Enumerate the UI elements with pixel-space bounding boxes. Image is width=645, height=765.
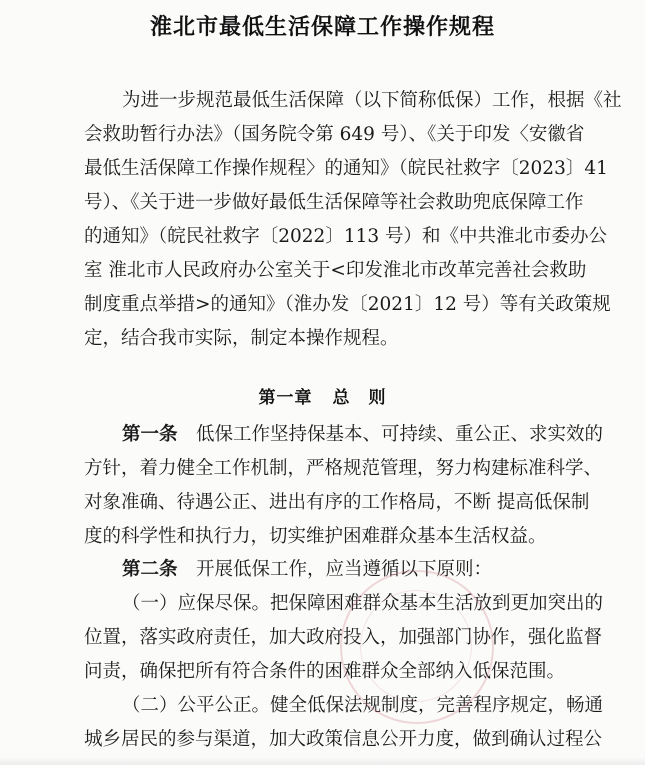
article-2-label: 第二条 bbox=[122, 559, 178, 580]
article-1-line: 对象准确、待遇公正、进出有序的工作格局，不断 提高低保制 bbox=[84, 492, 590, 513]
preamble-line: 的通知》（皖民社救字〔2022〕113 号）和《中共淮北市委办公 bbox=[84, 226, 608, 247]
document-title: 淮北市最低生活保障工作操作规程 bbox=[149, 15, 495, 40]
article-1-label: 第一条 bbox=[122, 424, 178, 445]
preamble-line: 会救助暂行办法》（国务院令第 649 号）、《关于印发〈安徽省 bbox=[84, 124, 585, 145]
preamble-line: 号）、《关于进一步做好最低生活保障等社会救助兜底保障工作 bbox=[84, 192, 584, 213]
article-1-text: 低保工作坚持保基本、可持续、重公正、求实效的 bbox=[196, 424, 604, 445]
page-bottom-shadow bbox=[0, 757, 645, 765]
article-2 bbox=[84, 553, 604, 757]
preamble-line: 最低生活保障工作操作规程〉的通知》（皖民社救字〔2023〕41 bbox=[84, 158, 608, 179]
principle-2-line: （二）公平公正。健全低保法规制度，完善程序规定，畅通 bbox=[122, 695, 604, 716]
article-1-first-line bbox=[84, 418, 604, 452]
preamble-line: 为进一步规范最低生活保障（以下简称低保）工作，根据《社 bbox=[122, 90, 622, 111]
preamble-line: 室 淮北市人民政府办公室关于<印发淮北市改革完善社会救助 bbox=[84, 260, 587, 281]
principle-1-line: 位置，落实政府责任，加大政府投入，加强部门协作，强化监督 bbox=[84, 627, 603, 648]
preamble-line: 定，结合我市实际，制定本操作规程。 bbox=[84, 328, 399, 349]
chapter-heading bbox=[0, 383, 645, 408]
chapter-number: 第一章 bbox=[258, 388, 313, 408]
article-1 bbox=[84, 418, 604, 554]
article-1-line: 方针，着力健全工作机制，严格规范管理，努力构建标准科学、 bbox=[84, 458, 603, 479]
article-1-line: 度的科学性和执行力，切实维护困难群众基本生活权益。 bbox=[84, 526, 547, 547]
preamble-line: 制度重点举措>的通知》（淮办发〔2021〕12 号）等有关政策规 bbox=[84, 294, 611, 315]
article-2-intro: 开展低保工作，应当遵循以下原则： bbox=[196, 559, 493, 580]
article-2-first-line bbox=[84, 553, 604, 587]
chapter-name: 总 则 bbox=[332, 388, 387, 408]
preamble-paragraph bbox=[84, 84, 622, 356]
principle-1-line: 问责，确保把所有符合条件的困难群众全部纳入低保范围。 bbox=[84, 661, 566, 682]
principle-1-line: （一）应保尽保。把保障困难群众基本生活放到更加突出的 bbox=[122, 593, 604, 614]
principle-2-line: 城乡居民的参与渠道，加大政策信息公开力度，做到确认过程公 bbox=[84, 729, 603, 750]
